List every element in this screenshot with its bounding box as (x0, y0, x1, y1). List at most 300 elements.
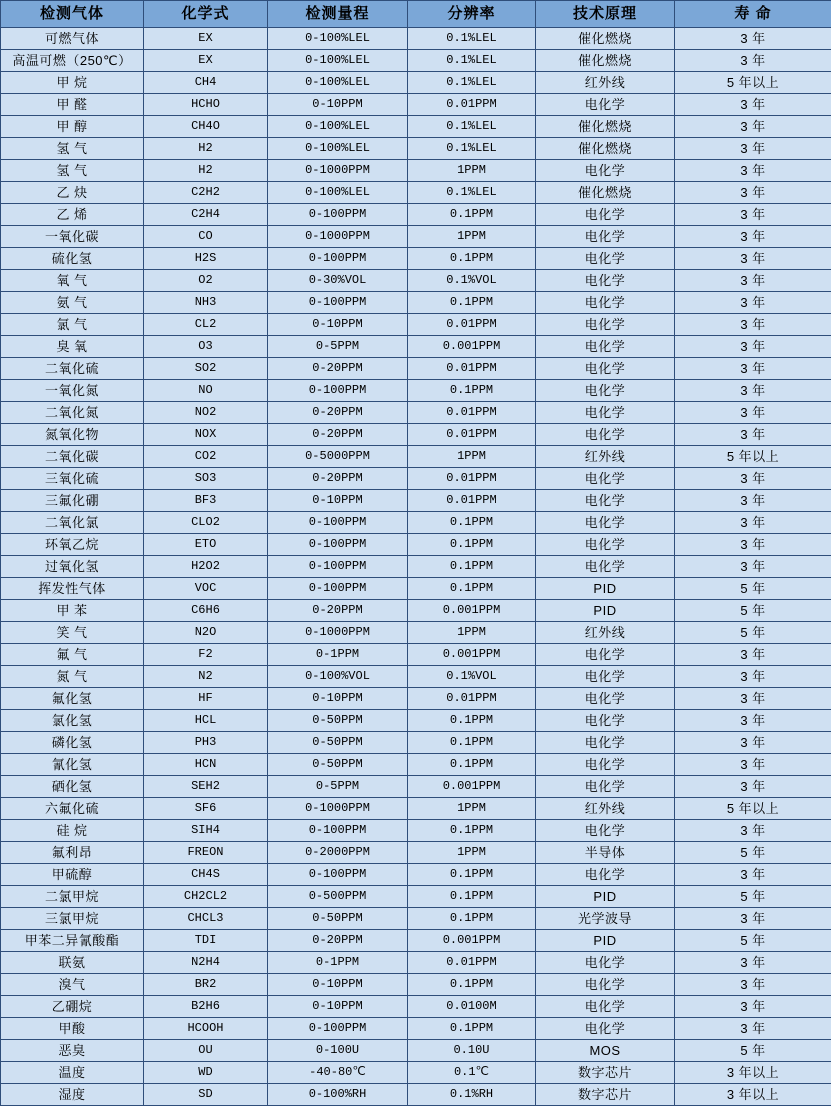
cell-chemical-formula: F2 (144, 644, 268, 666)
cell-chemical-formula: B2H6 (144, 996, 268, 1018)
table-row (1, 270, 831, 292)
cell-measuring-range: 0-100PPM (268, 556, 408, 578)
cell-technology: 数字芯片 (536, 1062, 675, 1084)
cell-gas-name: 甲酸 (1, 1018, 144, 1040)
cell-gas-name: 氢 气 (1, 160, 144, 182)
cell-lifespan: 3 年 (675, 292, 831, 314)
cell-technology: 电化学 (536, 864, 675, 886)
cell-measuring-range: 0-20PPM (268, 468, 408, 490)
table-row (1, 72, 831, 94)
cell-gas-name: 二氧化氯 (1, 512, 144, 534)
cell-technology: 电化学 (536, 336, 675, 358)
table-row (1, 424, 831, 446)
table-row (1, 248, 831, 270)
table-row (1, 1040, 831, 1062)
cell-gas-name: 氯化氢 (1, 710, 144, 732)
cell-lifespan: 3 年 (675, 666, 831, 688)
cell-technology: 电化学 (536, 820, 675, 842)
cell-technology: 红外线 (536, 622, 675, 644)
cell-measuring-range: 0-100%LEL (268, 72, 408, 94)
cell-technology: 催化燃烧 (536, 116, 675, 138)
table-row (1, 754, 831, 776)
cell-resolution: 1PPM (408, 622, 536, 644)
cell-chemical-formula: WD (144, 1062, 268, 1084)
cell-technology: 电化学 (536, 468, 675, 490)
cell-chemical-formula: H2S (144, 248, 268, 270)
cell-chemical-formula: SO3 (144, 468, 268, 490)
cell-technology: 催化燃烧 (536, 138, 675, 160)
cell-resolution: 0.1%LEL (408, 28, 536, 50)
cell-measuring-range: 0-100PPM (268, 578, 408, 600)
table-row (1, 864, 831, 886)
column-header-technology: 技术原理 (536, 1, 675, 28)
table-row (1, 512, 831, 534)
table-row (1, 952, 831, 974)
cell-technology: 电化学 (536, 1018, 675, 1040)
cell-technology: MOS (536, 1040, 675, 1062)
cell-measuring-range: 0-100PPM (268, 248, 408, 270)
cell-technology: 红外线 (536, 72, 675, 94)
cell-chemical-formula: CO (144, 226, 268, 248)
cell-gas-name: 溴气 (1, 974, 144, 996)
cell-gas-name: 三氟化硼 (1, 490, 144, 512)
cell-measuring-range: 0-100U (268, 1040, 408, 1062)
cell-lifespan: 3 年 (675, 644, 831, 666)
table-row (1, 292, 831, 314)
cell-chemical-formula: N2O (144, 622, 268, 644)
table-row (1, 182, 831, 204)
cell-chemical-formula: CH4O (144, 116, 268, 138)
cell-chemical-formula: O2 (144, 270, 268, 292)
cell-technology: 红外线 (536, 798, 675, 820)
cell-measuring-range: 0-50PPM (268, 754, 408, 776)
cell-gas-name: 二氯甲烷 (1, 886, 144, 908)
cell-chemical-formula: CH2CL2 (144, 886, 268, 908)
cell-lifespan: 3 年 (675, 28, 831, 50)
cell-measuring-range: 0-10PPM (268, 490, 408, 512)
cell-lifespan: 3 年 (675, 94, 831, 116)
table-row (1, 644, 831, 666)
cell-technology: 电化学 (536, 534, 675, 556)
cell-chemical-formula: H2 (144, 138, 268, 160)
cell-resolution: 0.01PPM (408, 94, 536, 116)
cell-resolution: 0.1PPM (408, 1018, 536, 1040)
cell-technology: PID (536, 578, 675, 600)
table-row (1, 996, 831, 1018)
cell-lifespan: 5 年 (675, 930, 831, 952)
cell-lifespan: 3 年 (675, 468, 831, 490)
cell-technology: 电化学 (536, 776, 675, 798)
cell-measuring-range: -40-80℃ (268, 1062, 408, 1084)
cell-lifespan: 3 年 (675, 248, 831, 270)
cell-lifespan: 3 年 (675, 688, 831, 710)
cell-technology: 电化学 (536, 754, 675, 776)
table-row (1, 930, 831, 952)
cell-technology: PID (536, 600, 675, 622)
cell-gas-name: 二氧化碳 (1, 446, 144, 468)
table-row (1, 1018, 831, 1040)
column-header-gas-name: 检测气体 (1, 1, 144, 28)
cell-gas-name: 二氧化氮 (1, 402, 144, 424)
table-row (1, 402, 831, 424)
cell-resolution: 0.01PPM (408, 402, 536, 424)
cell-lifespan: 3 年 (675, 160, 831, 182)
cell-resolution: 0.1%LEL (408, 50, 536, 72)
cell-lifespan: 3 年 (675, 776, 831, 798)
cell-resolution: 0.01PPM (408, 688, 536, 710)
cell-technology: PID (536, 886, 675, 908)
cell-gas-name: 硅 烷 (1, 820, 144, 842)
cell-chemical-formula: N2 (144, 666, 268, 688)
table-row (1, 798, 831, 820)
cell-resolution: 0.1PPM (408, 534, 536, 556)
cell-chemical-formula: N2H4 (144, 952, 268, 974)
cell-gas-name: 氯 气 (1, 314, 144, 336)
cell-technology: 电化学 (536, 226, 675, 248)
cell-resolution: 0.1PPM (408, 512, 536, 534)
cell-chemical-formula: CLO2 (144, 512, 268, 534)
cell-resolution: 0.01PPM (408, 468, 536, 490)
cell-measuring-range: 0-100%LEL (268, 28, 408, 50)
table-header-row (1, 1, 831, 28)
cell-gas-name: 氰化氢 (1, 754, 144, 776)
cell-gas-name: 氢 气 (1, 138, 144, 160)
cell-technology: 光学波导 (536, 908, 675, 930)
cell-resolution: 1PPM (408, 226, 536, 248)
cell-technology: 电化学 (536, 292, 675, 314)
table-row (1, 490, 831, 512)
cell-resolution: 0.01PPM (408, 358, 536, 380)
cell-measuring-range: 0-100%VOL (268, 666, 408, 688)
cell-measuring-range: 0-5PPM (268, 776, 408, 798)
cell-resolution: 0.1%LEL (408, 182, 536, 204)
cell-lifespan: 5 年 (675, 886, 831, 908)
cell-measuring-range: 0-2000PPM (268, 842, 408, 864)
cell-chemical-formula: C2H4 (144, 204, 268, 226)
column-header-measuring-range: 检测量程 (268, 1, 408, 28)
column-header-lifespan: 寿 命 (675, 1, 831, 28)
cell-chemical-formula: NOX (144, 424, 268, 446)
cell-lifespan: 3 年 (675, 424, 831, 446)
cell-chemical-formula: H2 (144, 160, 268, 182)
cell-gas-name: 环氧乙烷 (1, 534, 144, 556)
cell-measuring-range: 0-100PPM (268, 820, 408, 842)
cell-lifespan: 3 年 (675, 314, 831, 336)
cell-measuring-range: 0-100%LEL (268, 50, 408, 72)
cell-technology: 催化燃烧 (536, 28, 675, 50)
cell-resolution: 0.1%LEL (408, 138, 536, 160)
cell-technology: 电化学 (536, 424, 675, 446)
table-row (1, 468, 831, 490)
cell-chemical-formula: SIH4 (144, 820, 268, 842)
cell-chemical-formula: ETO (144, 534, 268, 556)
cell-lifespan: 5 年以上 (675, 798, 831, 820)
table-row (1, 380, 831, 402)
cell-lifespan: 3 年 (675, 556, 831, 578)
cell-resolution: 0.1PPM (408, 732, 536, 754)
cell-gas-name: 一氧化碳 (1, 226, 144, 248)
table-row (1, 314, 831, 336)
cell-lifespan: 3 年 (675, 50, 831, 72)
cell-technology: 电化学 (536, 314, 675, 336)
table-row (1, 688, 831, 710)
cell-resolution: 0.1PPM (408, 974, 536, 996)
table-row (1, 204, 831, 226)
table-row (1, 732, 831, 754)
cell-chemical-formula: CL2 (144, 314, 268, 336)
cell-lifespan: 3 年 (675, 182, 831, 204)
table-row (1, 446, 831, 468)
cell-technology: 催化燃烧 (536, 182, 675, 204)
cell-lifespan: 3 年 (675, 710, 831, 732)
cell-measuring-range: 0-1000PPM (268, 160, 408, 182)
cell-gas-name: 氮氧化物 (1, 424, 144, 446)
cell-resolution: 0.0100M (408, 996, 536, 1018)
cell-chemical-formula: BR2 (144, 974, 268, 996)
cell-gas-name: 甲苯二异氰酸酯 (1, 930, 144, 952)
cell-technology: PID (536, 930, 675, 952)
cell-measuring-range: 0-100%LEL (268, 116, 408, 138)
cell-lifespan: 3 年 (675, 908, 831, 930)
cell-lifespan: 3 年 (675, 512, 831, 534)
cell-chemical-formula: O3 (144, 336, 268, 358)
cell-gas-name: 甲 醇 (1, 116, 144, 138)
cell-measuring-range: 0-20PPM (268, 402, 408, 424)
cell-resolution: 0.1PPM (408, 578, 536, 600)
cell-resolution: 0.001PPM (408, 776, 536, 798)
cell-technology: 电化学 (536, 94, 675, 116)
cell-chemical-formula: EX (144, 50, 268, 72)
cell-chemical-formula: CH4S (144, 864, 268, 886)
cell-technology: 电化学 (536, 490, 675, 512)
cell-resolution: 1PPM (408, 160, 536, 182)
cell-technology: 半导体 (536, 842, 675, 864)
table-body (1, 28, 831, 1106)
cell-gas-name: 氟利昂 (1, 842, 144, 864)
cell-measuring-range: 0-20PPM (268, 424, 408, 446)
table-header (1, 1, 831, 28)
cell-resolution: 1PPM (408, 842, 536, 864)
cell-gas-name: 磷化氢 (1, 732, 144, 754)
cell-resolution: 0.1PPM (408, 292, 536, 314)
cell-chemical-formula: HF (144, 688, 268, 710)
cell-chemical-formula: HCOOH (144, 1018, 268, 1040)
cell-measuring-range: 0-1000PPM (268, 226, 408, 248)
cell-gas-name: 湿度 (1, 1084, 144, 1106)
cell-lifespan: 3 年 (675, 358, 831, 380)
cell-measuring-range: 0-100PPM (268, 1018, 408, 1040)
cell-gas-name: 氟化氢 (1, 688, 144, 710)
table-row (1, 820, 831, 842)
cell-chemical-formula: CHCL3 (144, 908, 268, 930)
cell-lifespan: 3 年 (675, 138, 831, 160)
cell-technology: 电化学 (536, 952, 675, 974)
table-row (1, 556, 831, 578)
cell-resolution: 0.1%RH (408, 1084, 536, 1106)
table-row (1, 600, 831, 622)
cell-gas-name: 乙 炔 (1, 182, 144, 204)
cell-resolution: 0.1PPM (408, 380, 536, 402)
cell-technology: 电化学 (536, 512, 675, 534)
cell-gas-name: 二氧化硫 (1, 358, 144, 380)
column-header-resolution: 分辨率 (408, 1, 536, 28)
cell-technology: 电化学 (536, 688, 675, 710)
cell-measuring-range: 0-1PPM (268, 644, 408, 666)
cell-chemical-formula: NO2 (144, 402, 268, 424)
cell-measuring-range: 0-5PPM (268, 336, 408, 358)
cell-gas-name: 氧 气 (1, 270, 144, 292)
cell-measuring-range: 0-5000PPM (268, 446, 408, 468)
cell-chemical-formula: VOC (144, 578, 268, 600)
cell-lifespan: 3 年 (675, 204, 831, 226)
table-row (1, 160, 831, 182)
cell-lifespan: 3 年 (675, 864, 831, 886)
table-row (1, 534, 831, 556)
cell-chemical-formula: EX (144, 28, 268, 50)
cell-measuring-range: 0-10PPM (268, 688, 408, 710)
table-row (1, 908, 831, 930)
cell-measuring-range: 0-50PPM (268, 710, 408, 732)
cell-measuring-range: 0-20PPM (268, 358, 408, 380)
cell-lifespan: 5 年 (675, 1040, 831, 1062)
cell-chemical-formula: TDI (144, 930, 268, 952)
cell-gas-name: 氨 气 (1, 292, 144, 314)
cell-measuring-range: 0-1000PPM (268, 622, 408, 644)
cell-gas-name: 乙硼烷 (1, 996, 144, 1018)
table-row (1, 622, 831, 644)
cell-lifespan: 3 年 (675, 270, 831, 292)
cell-resolution: 0.001PPM (408, 600, 536, 622)
cell-gas-name: 氮 气 (1, 666, 144, 688)
cell-resolution: 0.10U (408, 1040, 536, 1062)
cell-gas-name: 恶臭 (1, 1040, 144, 1062)
cell-lifespan: 3 年 (675, 1018, 831, 1040)
cell-lifespan: 5 年以上 (675, 446, 831, 468)
cell-measuring-range: 0-100PPM (268, 534, 408, 556)
cell-lifespan: 5 年 (675, 842, 831, 864)
cell-lifespan: 5 年 (675, 600, 831, 622)
cell-technology: 数字芯片 (536, 1084, 675, 1106)
cell-resolution: 0.01PPM (408, 490, 536, 512)
cell-gas-name: 甲 醛 (1, 94, 144, 116)
cell-technology: 电化学 (536, 644, 675, 666)
cell-lifespan: 3 年 (675, 732, 831, 754)
cell-resolution: 0.01PPM (408, 314, 536, 336)
cell-measuring-range: 0-100%LEL (268, 182, 408, 204)
table-row (1, 116, 831, 138)
cell-lifespan: 3 年 (675, 534, 831, 556)
cell-chemical-formula: C2H2 (144, 182, 268, 204)
cell-gas-name: 六氟化硫 (1, 798, 144, 820)
cell-technology: 电化学 (536, 996, 675, 1018)
cell-resolution: 0.01PPM (408, 952, 536, 974)
cell-gas-name: 甲硫醇 (1, 864, 144, 886)
table-row (1, 358, 831, 380)
table-row (1, 776, 831, 798)
cell-resolution: 0.1%VOL (408, 666, 536, 688)
cell-lifespan: 5 年 (675, 622, 831, 644)
cell-lifespan: 3 年 (675, 996, 831, 1018)
cell-resolution: 0.1PPM (408, 556, 536, 578)
cell-measuring-range: 0-50PPM (268, 732, 408, 754)
cell-resolution: 0.1%VOL (408, 270, 536, 292)
cell-resolution: 0.001PPM (408, 930, 536, 952)
cell-resolution: 0.1PPM (408, 710, 536, 732)
cell-resolution: 0.1PPM (408, 864, 536, 886)
cell-gas-name: 乙 烯 (1, 204, 144, 226)
cell-resolution: 0.1PPM (408, 248, 536, 270)
cell-chemical-formula: SEH2 (144, 776, 268, 798)
cell-chemical-formula: HCN (144, 754, 268, 776)
cell-measuring-range: 0-100PPM (268, 204, 408, 226)
cell-lifespan: 3 年 (675, 974, 831, 996)
cell-technology: 电化学 (536, 710, 675, 732)
cell-chemical-formula: HCHO (144, 94, 268, 116)
cell-resolution: 0.1℃ (408, 1062, 536, 1084)
cell-lifespan: 3 年 (675, 402, 831, 424)
cell-gas-name: 一氧化氮 (1, 380, 144, 402)
cell-measuring-range: 0-10PPM (268, 94, 408, 116)
cell-measuring-range: 0-20PPM (268, 600, 408, 622)
table-row (1, 28, 831, 50)
cell-measuring-range: 0-1PPM (268, 952, 408, 974)
cell-technology: 电化学 (536, 204, 675, 226)
cell-technology: 催化燃烧 (536, 50, 675, 72)
cell-technology: 电化学 (536, 974, 675, 996)
table-row (1, 974, 831, 996)
cell-chemical-formula: CO2 (144, 446, 268, 468)
cell-lifespan: 3 年 (675, 820, 831, 842)
cell-gas-name: 臭 氧 (1, 336, 144, 358)
cell-measuring-range: 0-100%LEL (268, 138, 408, 160)
cell-technology: 电化学 (536, 270, 675, 292)
table-row (1, 336, 831, 358)
cell-technology: 电化学 (536, 358, 675, 380)
cell-chemical-formula: SD (144, 1084, 268, 1106)
table-row (1, 842, 831, 864)
cell-resolution: 1PPM (408, 446, 536, 468)
cell-lifespan: 3 年 (675, 116, 831, 138)
cell-measuring-range: 0-20PPM (268, 930, 408, 952)
cell-technology: 电化学 (536, 380, 675, 402)
cell-measuring-range: 0-100PPM (268, 292, 408, 314)
cell-lifespan: 5 年以上 (675, 72, 831, 94)
table-row (1, 578, 831, 600)
cell-measuring-range: 0-10PPM (268, 974, 408, 996)
cell-measuring-range: 0-30%VOL (268, 270, 408, 292)
cell-lifespan: 5 年 (675, 578, 831, 600)
cell-gas-name: 联氨 (1, 952, 144, 974)
cell-resolution: 0.001PPM (408, 336, 536, 358)
cell-chemical-formula: SO2 (144, 358, 268, 380)
column-header-chemical-formula: 化学式 (144, 1, 268, 28)
cell-chemical-formula: SF6 (144, 798, 268, 820)
table-row (1, 1062, 831, 1084)
cell-resolution: 0.1PPM (408, 754, 536, 776)
cell-technology: 电化学 (536, 160, 675, 182)
cell-chemical-formula: PH3 (144, 732, 268, 754)
cell-measuring-range: 0-50PPM (268, 908, 408, 930)
cell-measuring-range: 0-100%RH (268, 1084, 408, 1106)
cell-technology: 电化学 (536, 248, 675, 270)
cell-chemical-formula: H2O2 (144, 556, 268, 578)
table-row (1, 94, 831, 116)
cell-gas-name: 过氧化氢 (1, 556, 144, 578)
cell-gas-name: 甲 苯 (1, 600, 144, 622)
cell-lifespan: 3 年 (675, 490, 831, 512)
cell-measuring-range: 0-100PPM (268, 380, 408, 402)
cell-gas-name: 挥发性气体 (1, 578, 144, 600)
